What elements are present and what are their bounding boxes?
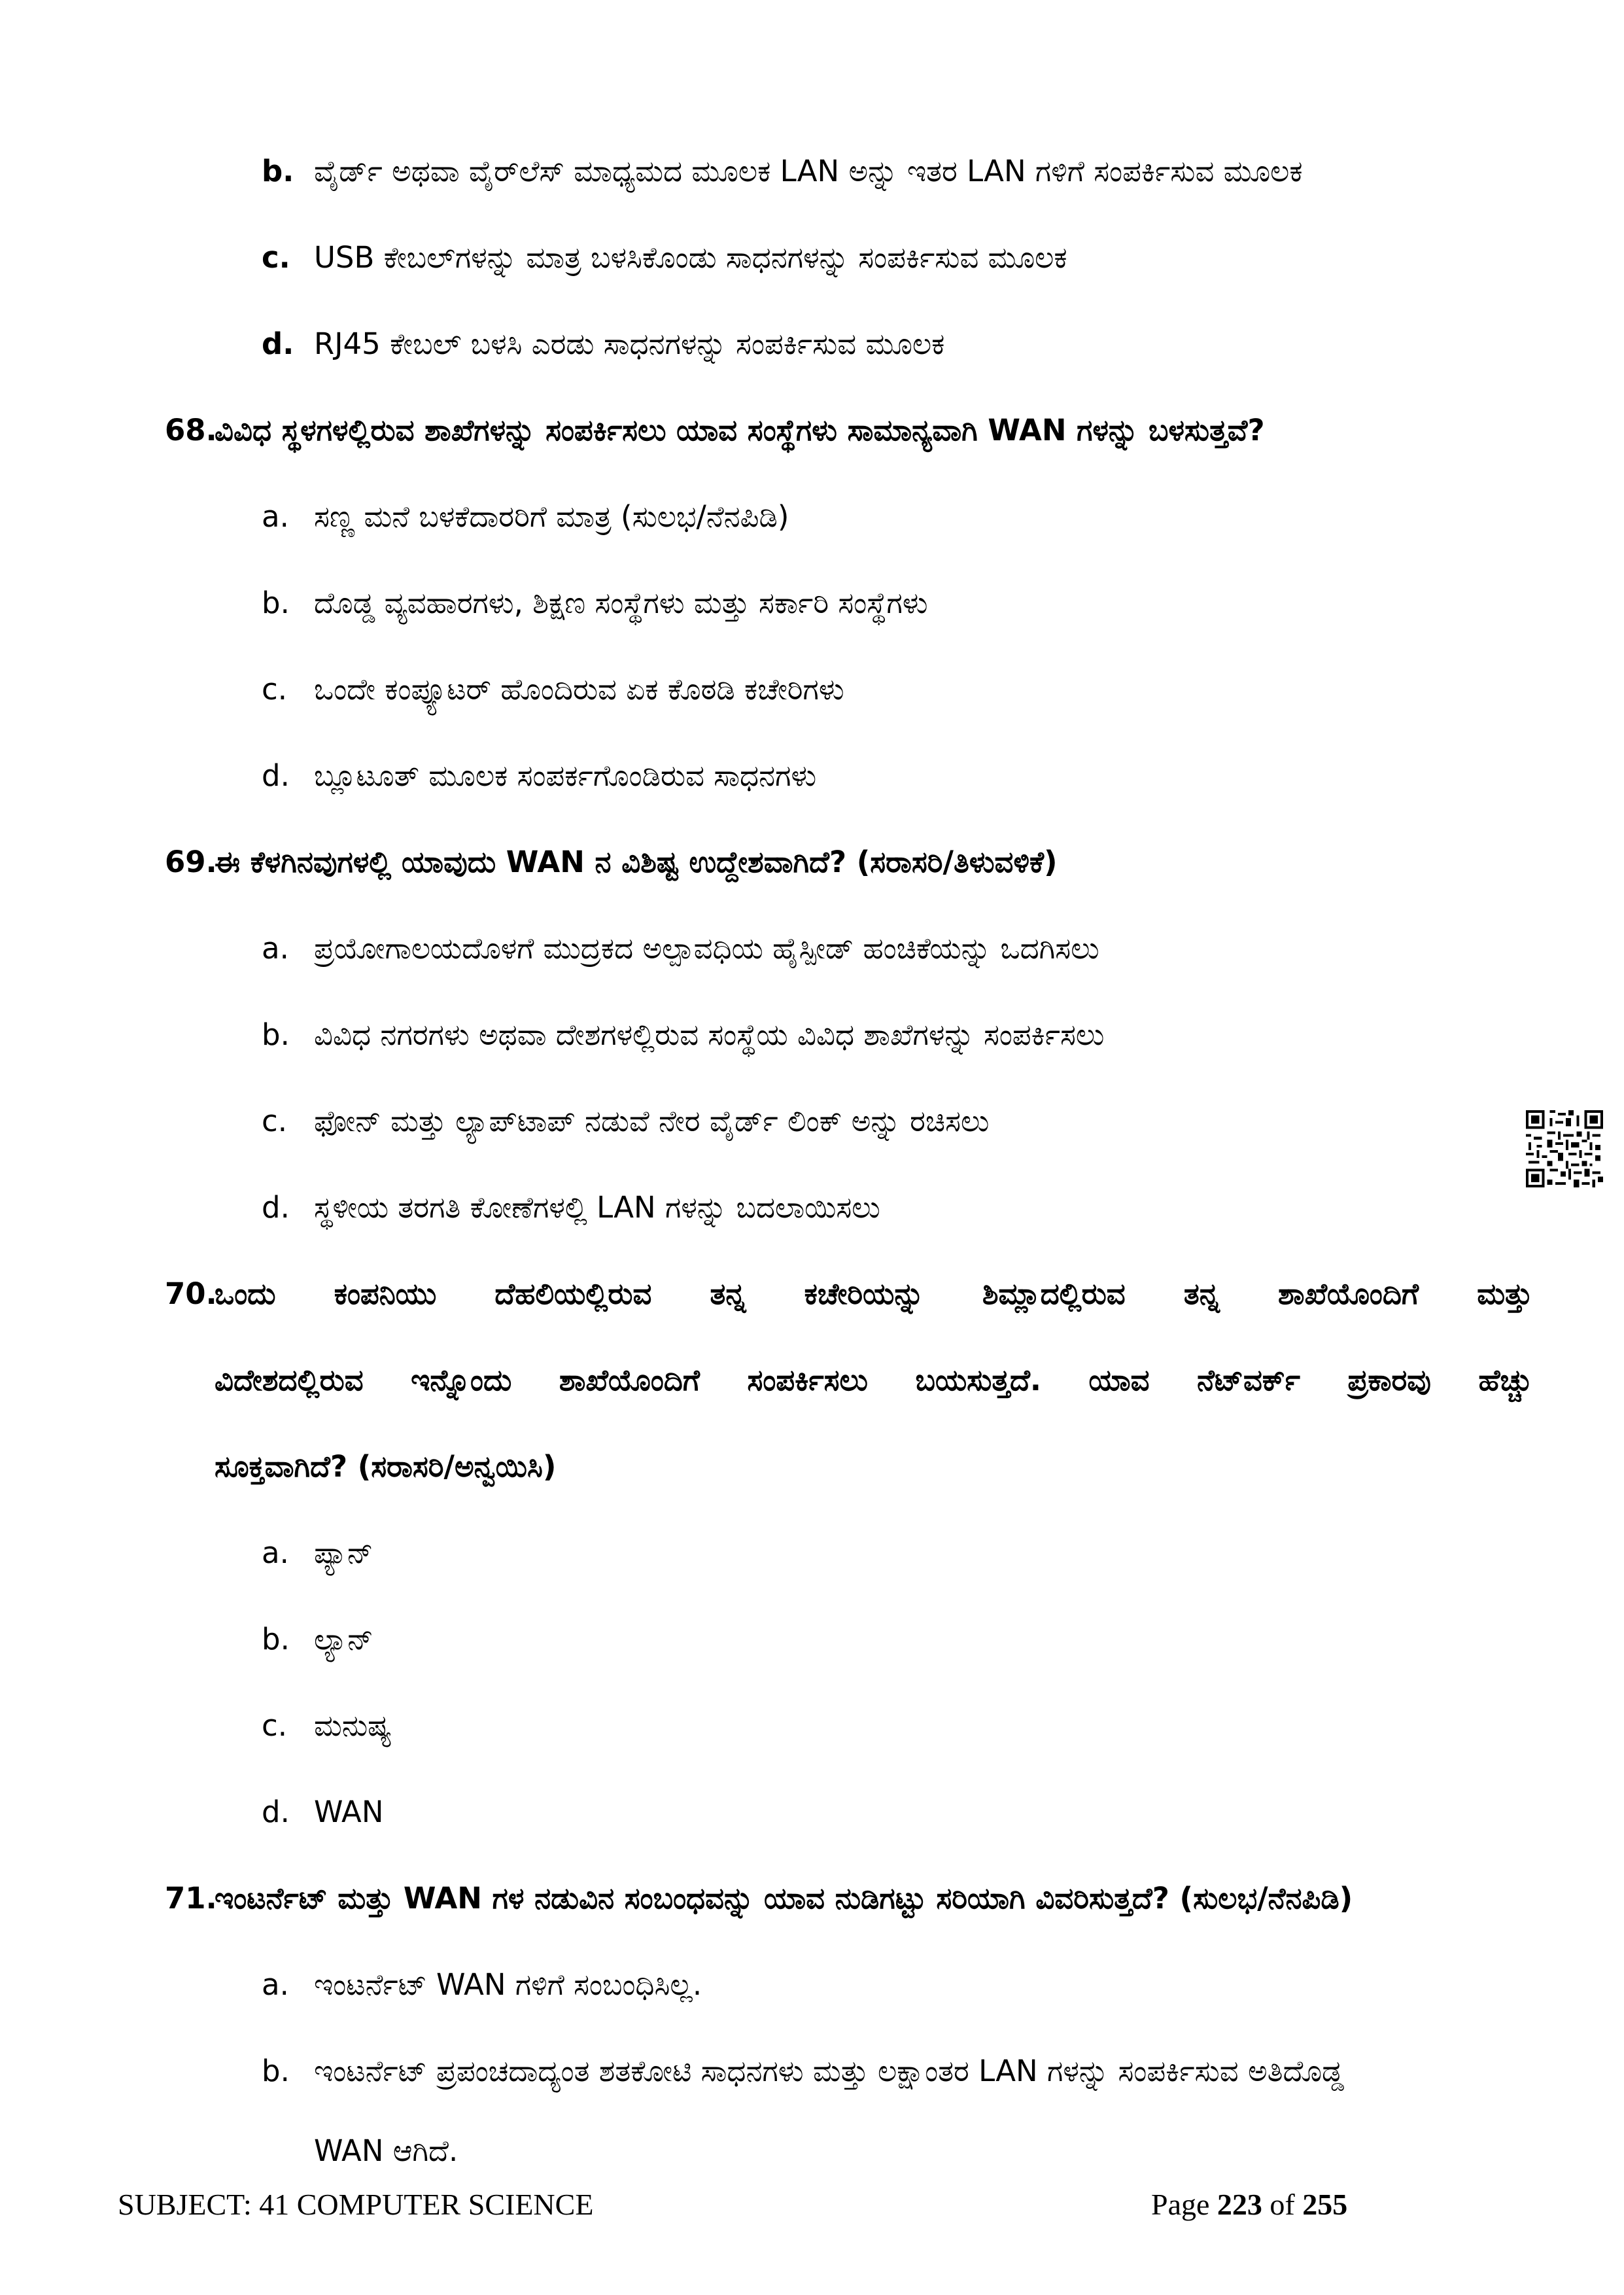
option-letter: c. xyxy=(262,240,290,275)
question-number: 71. xyxy=(165,1881,217,1916)
option-text: ಲ್ಯಾನ್ xyxy=(314,1622,373,1656)
question-text: ಒಂದು ಕಂಪನಿಯು ದೆಹಲಿಯಲ್ಲಿರುವ ತನ್ನ ಕಚೇರಿಯನ್ನು ಶಿಮ್ಲಾದಲ್ಲಿರುವ ತನ್ನ ಶಾಖೆಯೊಂದಿಗೆ ಮತ್ತು xyxy=(215,1276,1532,1311)
option-letter: c. xyxy=(262,1104,288,1138)
qr-code-icon xyxy=(1526,1110,1603,1187)
option-letter: a. xyxy=(262,499,289,534)
footer-subject: SUBJECT: 41 COMPUTER SCIENCE xyxy=(118,2188,594,2221)
option-text: RJ45 ಕೇಬಲ್ ಬಳಸಿ ಎರಡು ಸಾಧನಗಳನ್ನು ಸಂಪರ್ಕಿಸುವ ಮೂಲಕ xyxy=(314,326,945,361)
question-text: ವಿದೇಶದಲ್ಲಿರುವ ಇನ್ನೊಂದು ಶಾಖೆಯೊಂದಿಗೆ ಸಂಪರ್ಕಿಸಲು ಬಯಸುತ್ತದೆ. ಯಾವ ನೆಟ್‌ವರ್ಕ್ ಪ್ರಕಾರವು ಹೆಚ್ಚು xyxy=(215,1363,1532,1397)
option-letter: b. xyxy=(262,2054,290,2088)
option-letter: d. xyxy=(262,758,290,793)
option-text: ಸ್ಥಳೀಯ ತರಗತಿ ಕೋಣೆಗಳಲ್ಲಿ LAN ಗಳನ್ನು ಬದಲಾಯಿಸಲು xyxy=(314,1190,880,1225)
option-letter: d. xyxy=(262,1795,290,1829)
question-number: 70. xyxy=(165,1276,217,1311)
option-letter: d. xyxy=(262,326,294,361)
option-letter: d. xyxy=(262,1190,290,1225)
option-text: ಪ್ರಯೋಗಾಲಯದೊಳಗೆ ಮುದ್ರಕದ ಅಲ್ಪಾವಧಿಯ ಹೈಸ್ಪೀಡ್ ಹಂಚಿಕೆಯನ್ನು ಒದಗಿಸಲು xyxy=(314,931,1099,966)
option-letter: b. xyxy=(262,586,290,620)
option-text: ಬ್ಲೂಟೂತ್ ಮೂಲಕ ಸಂಪರ್ಕಗೊಂಡಿರುವ ಸಾಧನಗಳು xyxy=(314,758,817,793)
option-text: USB ಕೇಬಲ್‌ಗಳನ್ನು ಮಾತ್ರ ಬಳಸಿಕೊಂಡು ಸಾಧನಗಳನ್ನು ಸಂಪರ್ಕಿಸುವ ಮೂಲಕ xyxy=(314,240,1067,275)
option-text: ಒಂದೇ ಕಂಪ್ಯೂಟರ್ ಹೊಂದಿರುವ ಏಕ ಕೊಠಡಿ ಕಚೇರಿಗಳು xyxy=(314,672,844,707)
question-text: ಇಂಟರ್ನೆಟ್ ಮತ್ತು WAN ಗಳ ನಡುವಿನ ಸಂಬಂಧವನ್ನು ಯಾವ ನುಡಿಗಟ್ಟು ಸರಿಯಾಗಿ ವಿವರಿಸುತ್ತದೆ? (ಸುಲಭ/ನೆನಪಿಡಿ) xyxy=(215,1881,1353,1916)
page-current: 223 xyxy=(1217,2188,1262,2221)
option-text: ಪ್ಯಾನ್ xyxy=(314,1535,373,1570)
page-prefix: Page xyxy=(1151,2188,1217,2221)
option-letter: a. xyxy=(262,931,289,966)
question-number: 68. xyxy=(165,413,217,447)
option-letter: c. xyxy=(262,672,288,707)
option-text: ವೈರ್ಡ್ ಅಥವಾ ವೈರ್‌ಲೆಸ್ ಮಾಧ್ಯಮದ ಮೂಲಕ LAN ಅನ್ನು ಇತರ LAN ಗಳಿಗೆ ಸಂಪರ್ಕಿಸುವ ಮೂಲಕ xyxy=(314,154,1303,188)
option-letter: a. xyxy=(262,1967,289,2002)
option-text: ಫೋನ್ ಮತ್ತು ಲ್ಯಾಪ್‌ಟಾಪ್ ನಡುವೆ ನೇರ ವೈರ್ಡ್ ಲಿಂಕ್ ಅನ್ನು ರಚಿಸಲು xyxy=(314,1104,990,1138)
question-number: 69. xyxy=(165,845,217,879)
option-text: ಇಂಟರ್ನೆಟ್ WAN ಗಳಿಗೆ ಸಂಬಂಧಿಸಿಲ್ಲ. xyxy=(314,1967,702,2002)
option-text: ಸಣ್ಣ ಮನೆ ಬಳಕೆದಾರರಿಗೆ ಮಾತ್ರ (ಸುಲಭ/ನೆನಪಿಡಿ) xyxy=(314,499,789,534)
question-text: ಈ ಕೆಳಗಿನವುಗಳಲ್ಲಿ ಯಾವುದು WAN ನ ವಿಶಿಷ್ಟ ಉದ್ದೇಶವಾಗಿದೆ? (ಸರಾಸರಿ/ತಿಳುವಳಿಕೆ) xyxy=(215,845,1058,879)
footer-page-number xyxy=(1151,2185,1347,2224)
option-text: WAN ಆಗಿದೆ. xyxy=(314,2133,458,2168)
option-letter: b. xyxy=(262,1622,290,1656)
option-text: ಮನುಷ್ಯ xyxy=(314,1708,392,1743)
page-total: 255 xyxy=(1302,2188,1348,2221)
question-text: ಸೂಕ್ತವಾಗಿದೆ? (ಸರಾಸರಿ/ಅನ್ವಯಿಸಿ) xyxy=(215,1449,557,1484)
question-text: ವಿವಿಧ ಸ್ಥಳಗಳಲ್ಲಿರುವ ಶಾಖೆಗಳನ್ನು ಸಂಪರ್ಕಿಸಲು ಯಾವ ಸಂಸ್ಥೆಗಳು ಸಾಮಾನ್ಯವಾಗಿ WAN ಗಳನ್ನು ಬಳಸುತ್ತವೆ? xyxy=(215,413,1265,447)
option-text: ವಿವಿಧ ನಗರಗಳು ಅಥವಾ ದೇಶಗಳಲ್ಲಿರುವ ಸಂಸ್ಥೆಯ ವಿವಿಧ ಶಾಖೆಗಳನ್ನು ಸಂಪರ್ಕಿಸಲು xyxy=(314,1017,1105,1052)
page-of: of xyxy=(1262,2188,1303,2221)
option-letter: b. xyxy=(262,154,294,188)
option-text: ಇಂಟರ್ನೆಟ್ ಪ್ರಪಂಚದಾದ್ಯಂತ ಶತಕೋಟಿ ಸಾಧನಗಳು ಮತ್ತು ಲಕ್ಷಾಂತರ LAN ಗಳನ್ನು ಸಂಪರ್ಕಿಸುವ ಅತಿದೊಡ್ಡ xyxy=(314,2054,1344,2088)
option-letter: c. xyxy=(262,1708,288,1743)
option-letter: b. xyxy=(262,1017,290,1052)
option-letter: a. xyxy=(262,1535,289,1570)
option-text: ದೊಡ್ಡ ವ್ಯವಹಾರಗಳು, ಶಿಕ್ಷಣ ಸಂಸ್ಥೆಗಳು ಮತ್ತು ಸರ್ಕಾರಿ ಸಂಸ್ಥೆಗಳು xyxy=(314,586,928,620)
option-text: WAN xyxy=(314,1795,384,1829)
